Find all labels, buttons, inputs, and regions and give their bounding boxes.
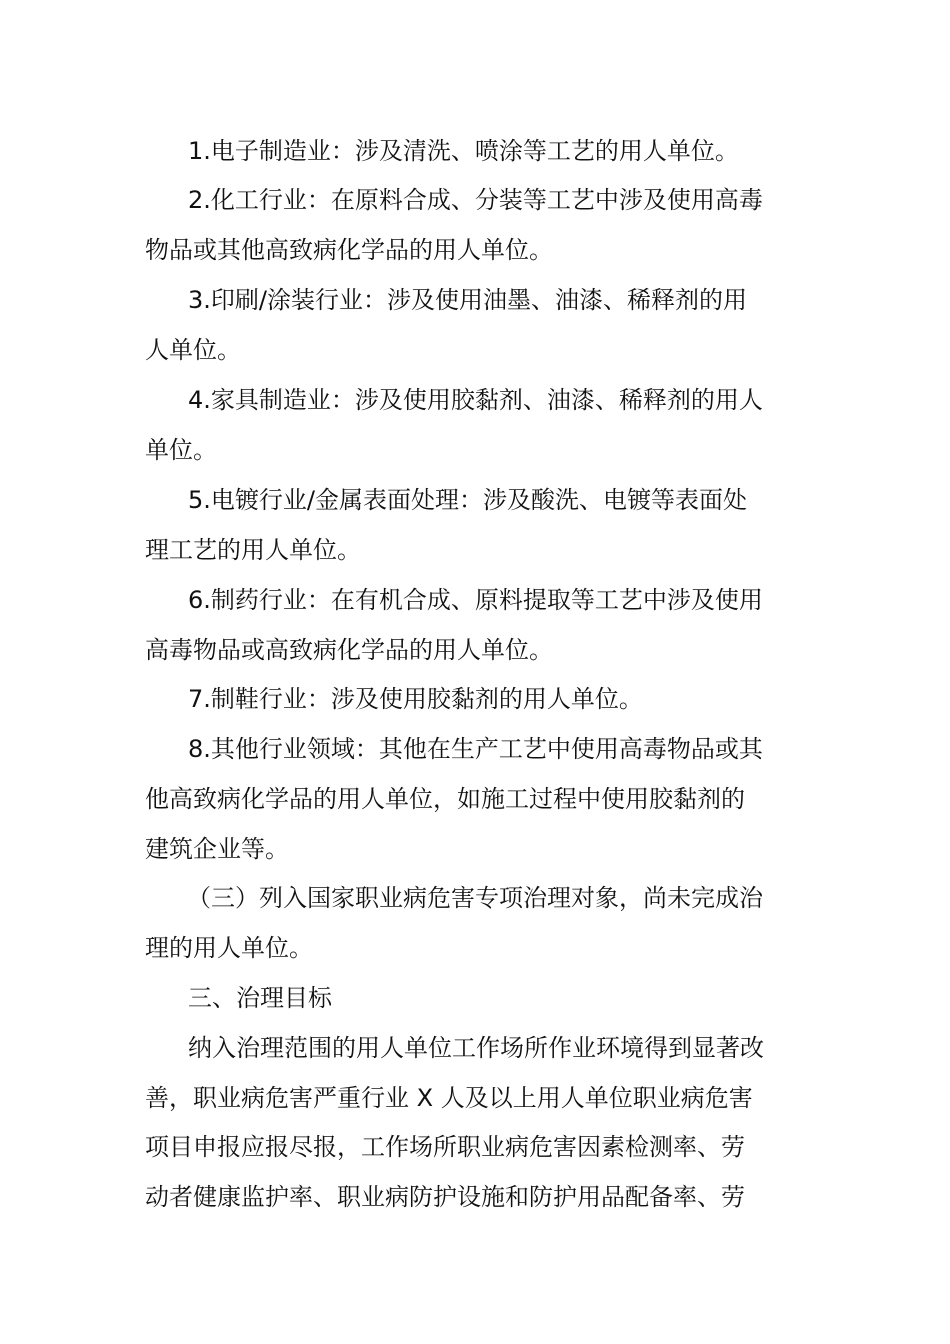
text-line: 理的用人单位。 <box>145 934 313 962</box>
text-line: 4.家具制造业：涉及使用胶黏剂、油漆、稀释剂的用人 <box>188 386 763 414</box>
text-line: 8.其他行业领域：其他在生产工艺中使用高毒物品或其 <box>188 735 763 763</box>
text-line: 人单位。 <box>145 336 241 364</box>
text-line: 动者健康监护率、职业病防护设施和防护用品配备率、劳 <box>145 1183 745 1211</box>
text-line: 纳入治理范围的用人单位工作场所作业环境得到显著改 <box>188 1034 764 1062</box>
text-line: 项目申报应报尽报，工作场所职业病危害因素检测率、劳 <box>145 1133 745 1161</box>
text-line: 2.化工行业：在原料合成、分装等工艺中涉及使用高毒 <box>188 186 763 214</box>
text-line: 单位。 <box>145 436 217 464</box>
text-line: 理工艺的用人单位。 <box>145 536 361 564</box>
text-line: 高毒物品或高致病化学品的用人单位。 <box>145 636 553 664</box>
text-line: 6.制药行业：在有机合成、原料提取等工艺中涉及使用 <box>188 586 763 614</box>
text-line: 5.电镀行业/金属表面处理：涉及酸洗、电镀等表面处 <box>188 486 747 514</box>
text-line: 1.电子制造业：涉及清洗、喷涂等工艺的用人单位。 <box>188 137 739 165</box>
text-line: （三）列入国家职业病危害专项治理对象，尚未完成治 <box>187 884 763 912</box>
text-line: 7.制鞋行业：涉及使用胶黏剂的用人单位。 <box>188 685 643 713</box>
text-line: 3.印刷/涂装行业：涉及使用油墨、油漆、稀释剂的用 <box>188 286 747 314</box>
section-heading: 三、治理目标 <box>188 984 332 1012</box>
text-line: 善，职业病危害严重行业 X 人及以上用人单位职业病危害 <box>145 1084 753 1112</box>
text-line: 建筑企业等。 <box>145 835 289 863</box>
text-line: 物品或其他高致病化学品的用人单位。 <box>145 236 553 264</box>
text-line: 他高致病化学品的用人单位，如施工过程中使用胶黏剂的 <box>145 785 745 813</box>
